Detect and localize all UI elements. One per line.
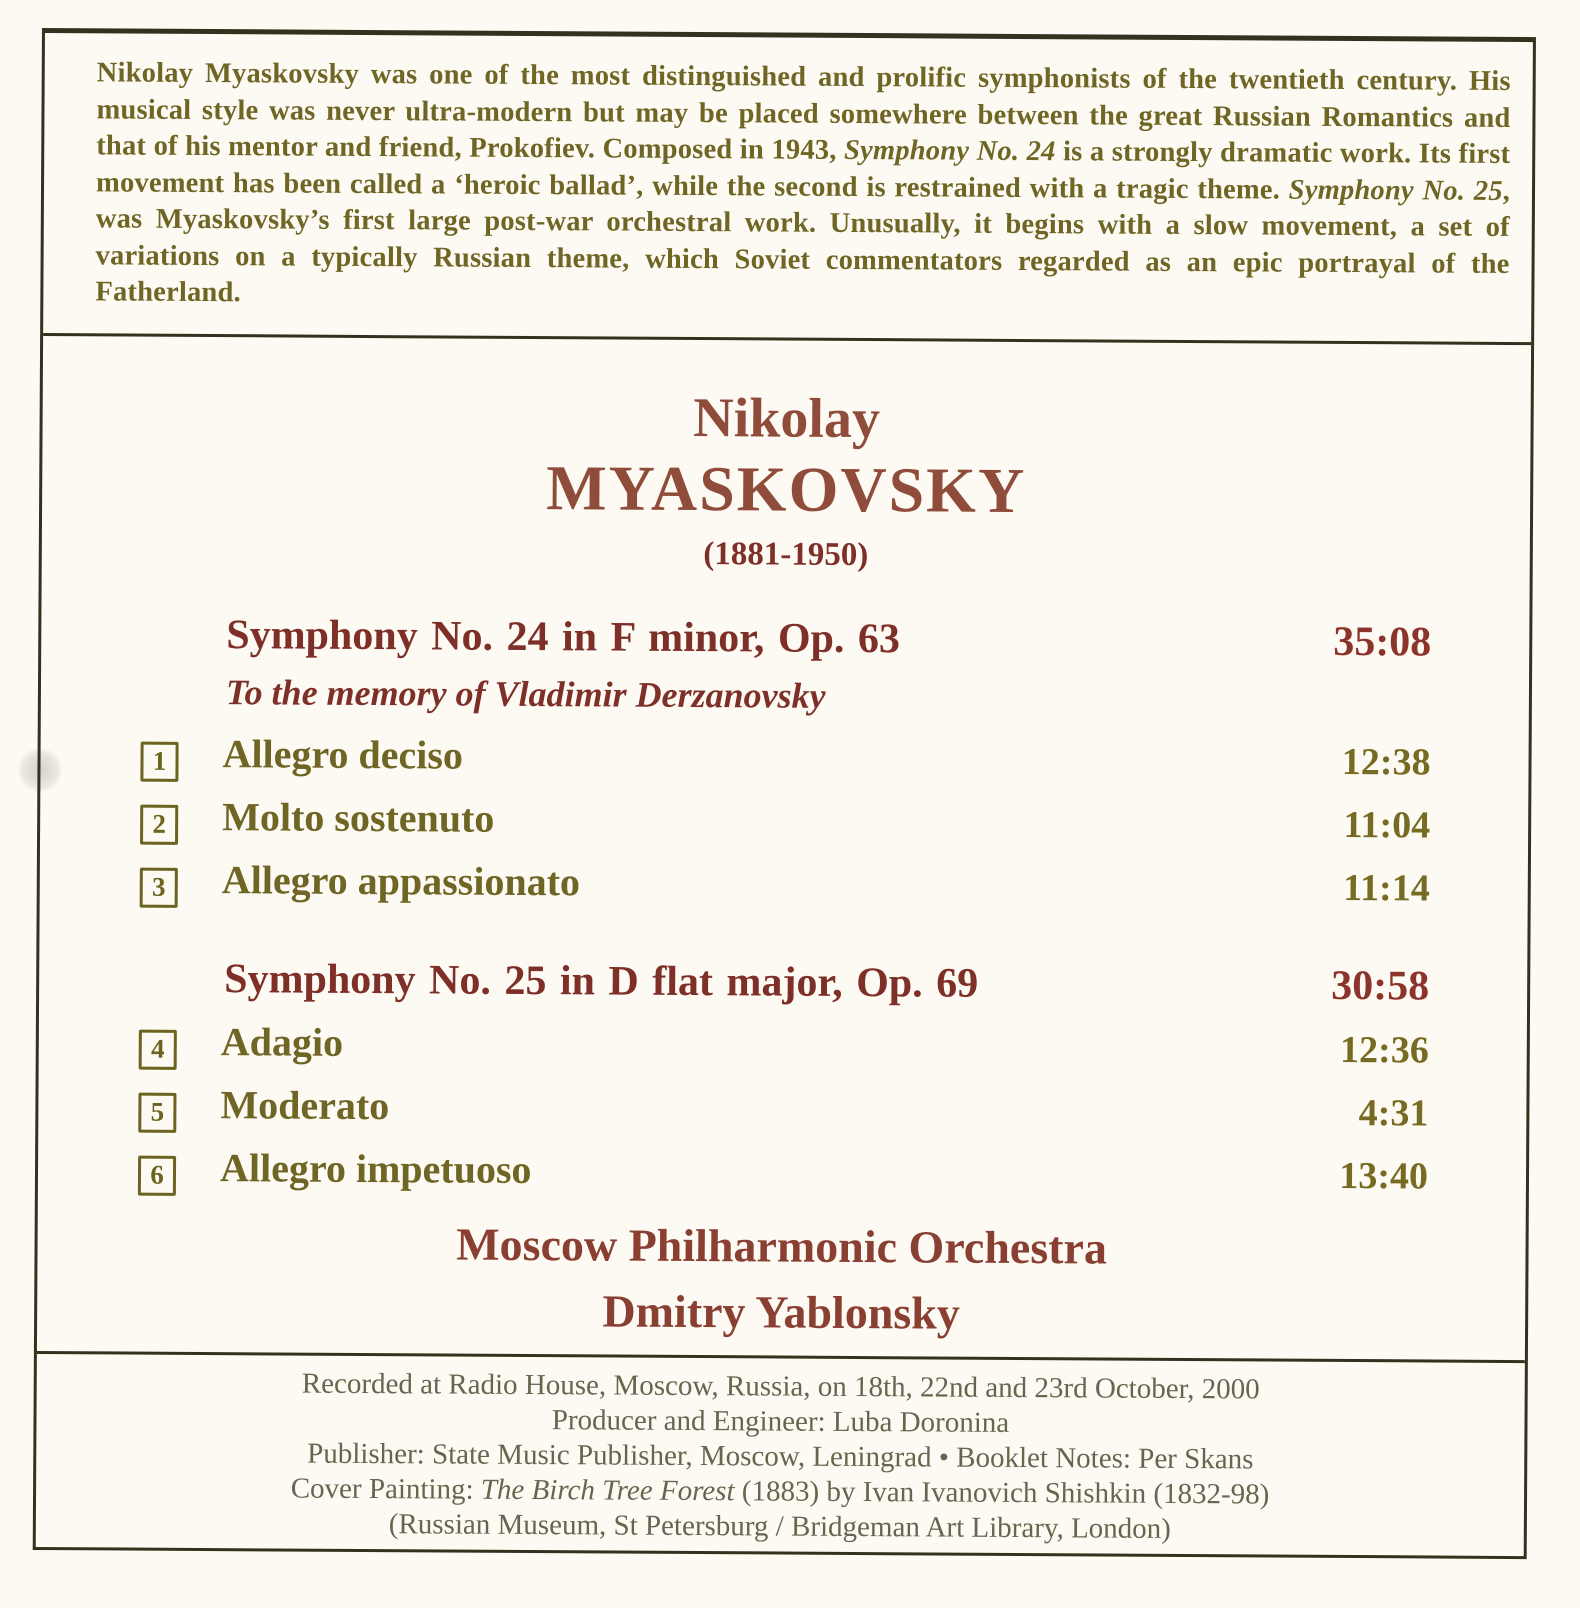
track-row [38,1080,1526,1152]
track-row [40,792,1528,864]
work-title: Symphony No. 25 in D flat major, Op. 69 [224,956,979,1007]
track-row [40,855,1528,927]
intro-text-segment: Nikolay Myaskovsky was one of the most distinguished and prolific symphonists of the twentieth century. His musical style was never ultra-modern but may be placed somewhere between the great Russian Romantics and that of his mentor and friend, Prokofiev. Composed in 1943, [96,57,1511,166]
track-title: Molto sostenuto [222,794,495,841]
track-number-box [140,804,178,844]
track-duration: 12:38 [1341,740,1431,784]
work-title: Symphony No. 24 in F minor, Op. 63 [226,612,901,663]
track-number: 4 [150,1033,165,1064]
credit-text-segment: Publisher: State Music Publisher, Moscow, Leningrad • Booklet Notes: Per Skans [307,1437,1254,1476]
track-duration: 13:40 [1339,1154,1429,1198]
intro-text-segment: Symphony No. 25 [1288,174,1503,207]
credit-text-segment: Producer and Engineer: Luba Doronina [551,1404,1010,1439]
track-title: Allegro impetuoso [219,1145,532,1193]
track-title: Adagio [220,1019,344,1065]
track-title: Allegro appassionato [221,857,581,905]
composer-first-name: Nikolay [693,386,881,451]
track-row [38,1143,1526,1215]
track-number-box [140,867,178,907]
work-total-duration: 30:58 [1331,962,1430,1010]
credits-block [36,1365,1525,1549]
work-section [38,951,1528,1215]
track-duration: 12:36 [1339,1028,1429,1072]
track-number-box [139,1029,177,1069]
orchestra-name: Moscow Philharmonic Orchestra [456,1218,1108,1274]
conductor-name: Dmitry Yablonsky [602,1285,961,1339]
composer-dates: (1881-1950) [703,536,869,574]
credit-text-segment: Recorded at Radio House, Moscow, Russia, on 18th, 22nd and 23rd October, 2000 [301,1367,1260,1406]
track-number-box [138,1155,176,1195]
track-number: 2 [152,808,166,839]
track-row [39,1017,1527,1089]
work-header [41,607,1529,670]
track-title: Moderato [220,1082,390,1129]
credit-text-segment: The Birch Tree Forest [480,1473,735,1508]
track-list [38,1017,1527,1215]
work-total-duration: 35:08 [1333,618,1432,666]
liner-notes-panel [33,28,1536,1559]
composer-last-name: MYASKOVSKY [546,452,1027,527]
credit-text-segment: (Russian Museum, St Petersburg / Bridgeman Art Library, London) [388,1508,1171,1545]
track-duration: 4:31 [1358,1092,1429,1135]
work-dedication: To the memory of Vladimir Derzanovsky [225,672,826,716]
horizontal-divider [37,1351,1525,1363]
track-number: 6 [150,1159,164,1190]
track-number: 1 [152,745,167,776]
track-list [40,729,1529,927]
track-number-box [138,1092,176,1132]
intro-text-segment: is a strongly dramatic work. Its first movement has been called a ‘heroic ballad’, while the second is restrained with a tragic theme. [95,136,1511,206]
track-duration: 11:14 [1343,866,1430,910]
work-header [39,951,1527,1014]
intro-paragraph [95,55,1511,319]
track-number-box [140,741,178,781]
performers-block [37,1209,1526,1350]
track-duration: 11:04 [1343,803,1431,847]
track-number: 5 [150,1096,165,1127]
intro-text-segment: Symphony No. 24 [843,134,1056,168]
track-title: Allegro deciso [222,731,464,778]
track-number: 3 [151,871,166,902]
work-section [40,607,1530,927]
intro-text-segment: , was Myaskovsky’s first large post-war orchestral work. Unusually, it begins with a slow movement, a set of variations on a typically Russian theme, which Soviet commentators regarded as an epic portrayal of the Fatherland. [95,175,1511,309]
composer-block [42,383,1531,584]
credit-text-segment: Cover Painting: [290,1472,481,1506]
horizontal-divider [43,333,1531,345]
credit-text-segment: (1883) by Ivan Ivanovich Shishkin (1832-98) [734,1475,1270,1511]
track-row [40,729,1528,801]
